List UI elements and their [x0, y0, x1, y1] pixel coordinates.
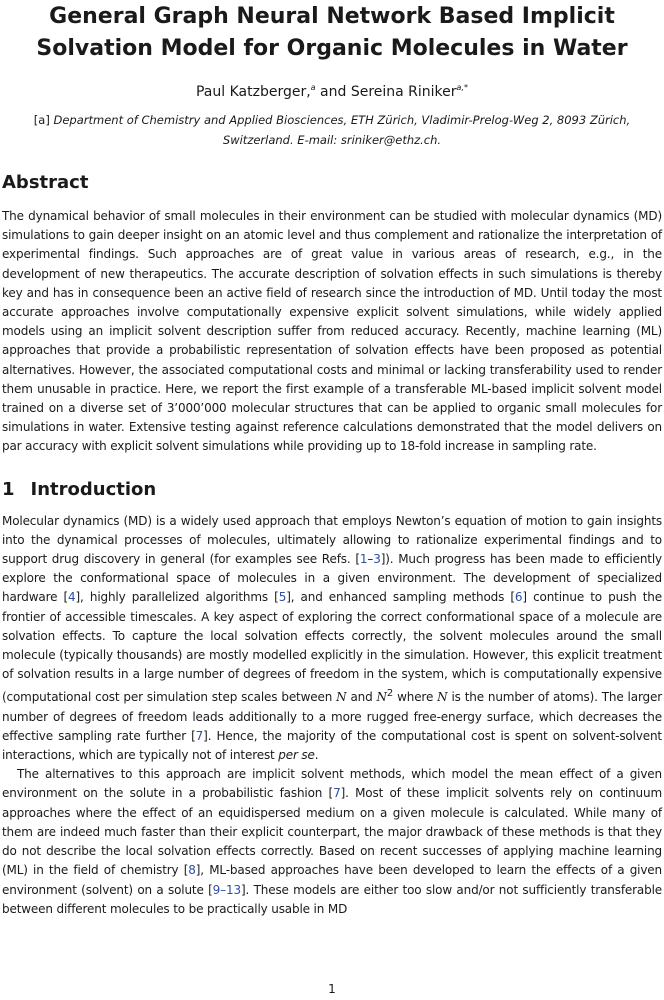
text-run: ], and enhanced sampling methods [: [286, 590, 515, 605]
abstract-heading: Abstract: [2, 172, 89, 193]
introduction-paragraph: [2, 765, 662, 919]
citation-link[interactable]: 6: [514, 590, 523, 605]
text-run: –: [367, 552, 374, 567]
paper-title: General Graph Neural Network Based Implicit Solvation Model for Organic Molecules in Water: [36, 4, 628, 61]
citation-link[interactable]: 9–13: [212, 882, 241, 897]
text-run: ]. Most of these implicit solvents rely on continuum approaches where the effect of an equidispersed medium on a given molecule is calculated. While many of them are indeed much faster than their explicit counterpart, the major drawback of these methods is that they do not describe the local solvation effects correctly. Based on recent successes of applying machine learning (ML) in the field of chemistry [: [2, 786, 662, 878]
affiliation-text: Department of Chemistry and Applied Biosciences, ETH Zürich, Vladimir-Prelog-Weg 2, 8093 Zürich, Switzerland. E-mail: sriniker@ethz.ch.: [53, 113, 631, 147]
citation-link[interactable]: 4: [68, 590, 76, 605]
abstract-paragraph: The dynamical behavior of small molecules in their environment can be studied with molecular dynamics (MD) simulations to gain deeper insight on an atomic level and thus complement and rationalize the interpretation of experimental findings. Such approaches are of great value in various areas of research, e.g., in the development of new therapeutics. The accurate description of solvation effects in such simulations is thereby key and has in consequence been an active field of research since the introduction of MD. Until today the most accurate approaches involve computationally expensive explicit solvent simulations, while widely applied models using an implicit solvent description suffer from reduced accuracy. Recently, machine learning (ML) approaches that provide a probabilistic representation of solvation effects have been proposed as potential alternatives. However, the associated computational costs and minimal or lacking transferability used to render them unusable in practice. Here, we report the first example of a transferable ML-based implicit solvent model trained on a diverse set of 3’000’000 molecular structures that can be applied to organic small molecules for simulations in water. Extensive testing against reference calculations demonstrated that the model delivers on par accuracy with explicit solvent simulations while providing up to 18-fold increase in sampling rate.: [2, 209, 662, 454]
author-name: Paul Katzberger,: [195, 84, 311, 100]
text-run: ]). Much progress has been made to efficiently explore the conformational space of molecules in a given environment. The development of specialized hardware [: [2, 552, 662, 605]
text-run: is the number of atoms). The larger number of degrees of freedom leads additionally to a more rugged free-energy surface, which decreases the effective sampling rate further [: [2, 690, 662, 743]
section-title: Introduction: [30, 478, 157, 500]
text-run: Molecular dynamics (MD) is a widely used approach that employs Newton’s equation of motion to gain insights into the dynamical processes of molecules, ultimately allowing to rationalize experimental findings and to support drug discovery in general (for examples see Refs. [: [2, 513, 662, 567]
affiliation-mark: a,*: [456, 83, 468, 92]
text-run: ]. Hence, the majority of the computational cost is spent on solvent-solvent interactions, which are typically not of interest: [2, 728, 662, 763]
citation-link[interactable]: 1: [359, 552, 368, 567]
text-run: ], ML-based approaches have been developed to learn the effects of a given environment (solvent) on a solute [: [2, 863, 662, 897]
math-symbol: N: [336, 690, 347, 705]
section-number: 1: [2, 478, 15, 500]
text-run: The alternatives to this approach are implicit solvent methods, which model the mean effect of a given environment on the solute in a probabilistic fashion [: [2, 767, 662, 801]
affiliation: [10, 110, 654, 150]
affiliation-mark: a: [310, 83, 316, 92]
author-name: Sereina Riniker: [350, 84, 457, 100]
text-run: ]. These models are either too slow and/or not sufficiently transferable between different molecules to be practically usable in MD: [2, 882, 663, 916]
math-symbol: N: [437, 690, 448, 705]
citation-link[interactable]: 7: [333, 786, 341, 801]
text-run: ], highly parallelized algorithms [: [75, 590, 279, 605]
text-run: ] continue to push the frontier of accessible timescales. A key aspect of exploring the correct conformational space of a molecule are solvation effects. To capture the local solvation effects correctly, the solvent molecules around the small molecule (typically thousands) are mostly modelled explicitly in the simulation. However, this explicit treatment of solvation results in a large number of degrees of freedom in the system, which is computationally expensive (computational cost per simulation step scales between: [2, 590, 662, 705]
introduction-paragraph: [2, 512, 662, 766]
page-number: 1: [328, 982, 336, 996]
author-line: [2, 78, 662, 102]
math-symbol: N: [376, 690, 387, 705]
introduction-heading: [2, 479, 662, 500]
text-run: where: [393, 690, 438, 705]
math-superscript: 2: [386, 688, 394, 700]
citation-link[interactable]: 8: [188, 863, 196, 878]
text-run: and: [346, 690, 377, 705]
citation-link[interactable]: 5: [278, 590, 287, 605]
author-joiner: and: [315, 84, 351, 100]
citation-link[interactable]: 3: [373, 552, 381, 567]
citation-link[interactable]: 7: [195, 728, 204, 743]
emphasis: per se: [278, 748, 315, 763]
affiliation-label: [a]: [33, 113, 54, 127]
text-run: .: [314, 748, 319, 763]
